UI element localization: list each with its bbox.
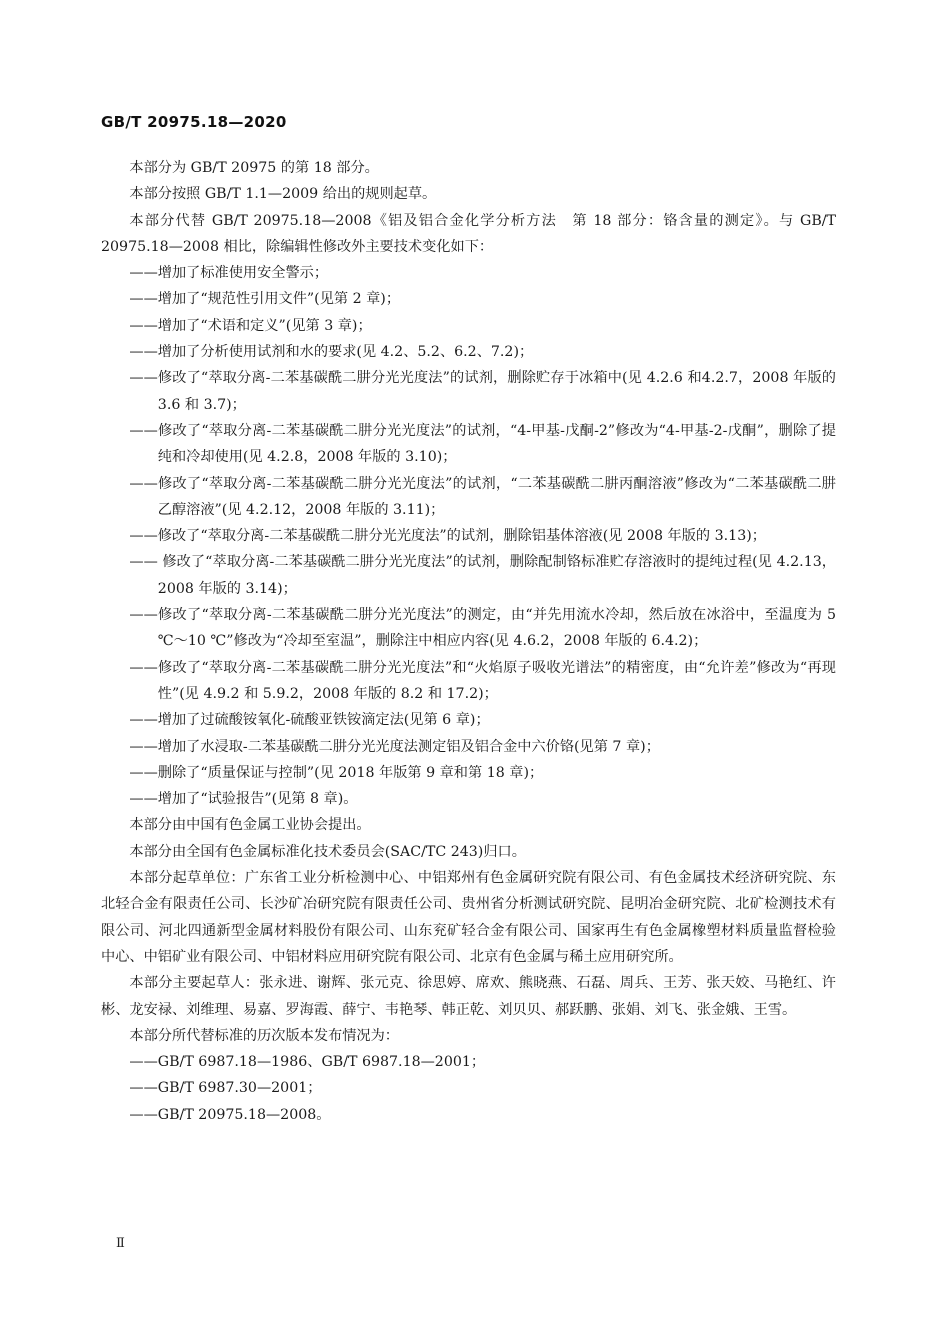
history-item: ——GB/T 6987.30—2001； — [129, 1080, 322, 1097]
change-item: ——增加了过硫酸铵氧化-硫酸亚铁铵滴定法(见第 6 章)； — [129, 712, 490, 729]
change-item: ——增加了“试验报告”(见第 8 章)。 — [129, 791, 358, 808]
history-item: ——GB/T 6987.18—1986、GB/T 6987.18—2001； — [129, 1054, 486, 1071]
change-item: ——增加了“术语和定义”(见第 3 章)； — [129, 317, 372, 334]
proposer-statement: 本部分由中国有色金属工业协会提出。 — [129, 817, 371, 834]
foreword-body — [101, 155, 836, 1128]
centralized-statement: 本部分由全国有色金属标准化技术委员会(SAC/TC 243)归口。 — [129, 843, 526, 860]
change-item: ——增加了分析使用试剂和水的要求(见 4.2、5.2、6.2、7.2)； — [129, 344, 534, 361]
intro-part-statement: 本部分为 GB/T 20975 的第 18 部分。 — [129, 160, 379, 176]
page-number: Ⅱ — [116, 1236, 125, 1251]
change-item: ——增加了标准使用安全警示； — [129, 265, 329, 282]
change-item: —— 修改了“萃取分离-二苯基碳酰二肼分光光度法”的试剂，删除配制铬标准贮存溶液时的提纯过程(见 4.2.13，2008 年版的 3.14)； — [129, 554, 836, 597]
change-item: ——修改了“萃取分离-二苯基碳酰二肼分光光度法”的试剂，“4-甲基-戊酮-2”修改为“4-甲基-2-戊酮”，删除了提纯和冷却使用(见 4.2.8，2008 年版的 3.10)； — [129, 422, 836, 466]
change-item: ——删除了“质量保证与控制”(见 2018 年版第 9 章和第 18 章)； — [129, 764, 544, 781]
change-item: ——修改了“萃取分离-二苯基碳酰二肼分光光度法”的测定，由“并先用流水冷却，然后放在冰浴中，至温度为 5 ℃～10 ℃”修改为“冷却至室温”，删除注中相应内容(见 4.6.2，2008 年版的 6.4.2)； — [129, 607, 836, 650]
change-item: ——增加了水浸取-二苯基碳酰二肼分光光度法测定铝及铝合金中六价铬(见第 7 章)； — [129, 738, 660, 755]
standard-code-header: GB/T 20975.18—2020 — [101, 113, 287, 131]
intro-replacement: 本部分代替 GB/T 20975.18—2008《铝及铝合金化学分析方法 第 18 部分：铬含量的测定》。与 GB/T 20975.18—2008 相比，除编辑性修改外主要技术变化如下： — [101, 212, 836, 255]
history-intro: 本部分所代替标准的历次版本发布情况为： — [129, 1027, 399, 1044]
intro-drafting-rules: 本部分按照 GB/T 1.1—2009 给出的规则起草。 — [129, 186, 437, 203]
change-item: ——修改了“萃取分离-二苯基碳酰二肼分光光度法”和“火焰原子吸收光谱法”的精密度，由“允许差”修改为“再现性”(见 4.9.2 和 5.9.2，2008 年版的 8.2 和 17.2)； — [129, 659, 836, 702]
change-item: ——修改了“萃取分离-二苯基碳酰二肼分光光度法”的试剂，删除铝基体溶液(见 2008 年版的 3.13)； — [129, 528, 766, 545]
change-item: ——修改了“萃取分离-二苯基碳酰二肼分光光度法”的试剂，“二苯基碳酰二肼丙酮溶液”修改为“二苯基碳酰二肼乙醇溶液”(见 4.2.12，2008 年版的 3.11)； — [129, 475, 836, 518]
main-drafters: 本部分主要起草人：张永进、谢辉、张元克、徐思婷、席欢、熊晓燕、石磊、周兵、王芳、张天姣、马艳红、许彬、龙安禄、刘维理、易嘉、罗海霞、薛宁、韦艳琴、韩正乾、刘贝贝、郝跃鹏、张娟、刘飞、张金娥、王雪。 — [101, 975, 836, 1018]
change-item: ——增加了“规范性引用文件”(见第 2 章)； — [129, 291, 401, 308]
drafting-units: 本部分起草单位：广东省工业分析检测中心、中铝郑州有色金属研究院有限公司、有色金属技术经济研究院、东北轻合金有限责任公司、长沙矿冶研究院有限责任公司、贵州省分析测试研究院、昆明冶金研究院、北矿检测技术有限公司、河北四通新型金属材料股份有限公司、山东兖矿轻合金有限公司、国家再生有色金属橡塑材料质量监督检验中心、中铝矿业有限公司、中铝材料应用研究院有限公司、北京有色金属与稀土应用研究所。 — [101, 870, 836, 965]
history-item: ——GB/T 20975.18—2008。 — [129, 1106, 331, 1123]
change-item: ——修改了“萃取分离-二苯基碳酰二肼分光光度法”的试剂，删除贮存于冰箱中(见 4.2.6 和4.2.7，2008 年版的 3.6 和 3.7)； — [129, 370, 836, 413]
